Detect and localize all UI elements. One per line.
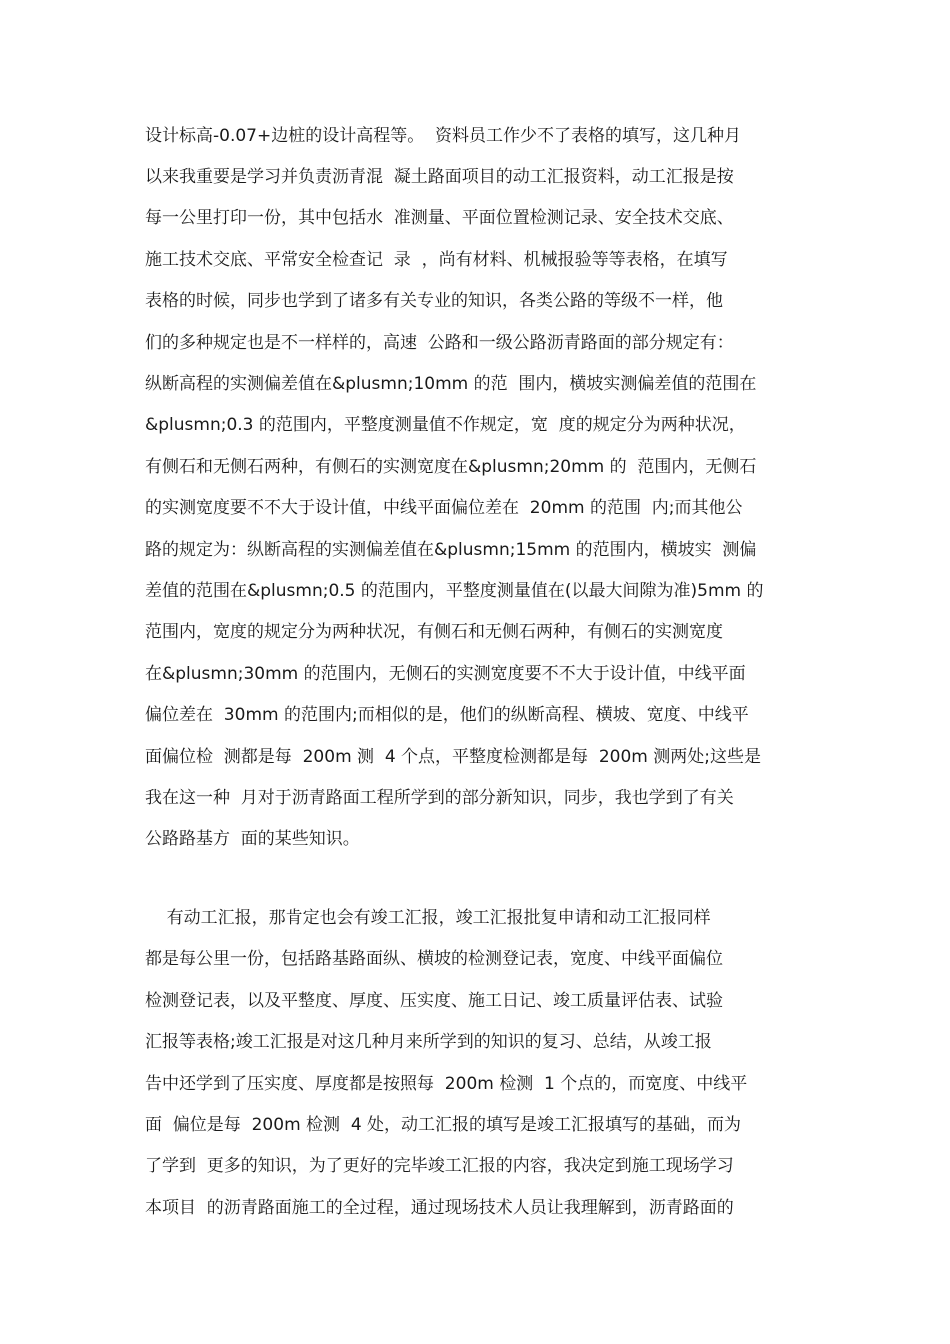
text-line: 本项目 的沥青路面施工的全过程，通过现场技术人员让我理解到，沥青路面的 (145, 1198, 734, 1218)
text-line: 有侧石和无侧石两种，有侧石的实测宽度在&plusmn;20mm 的 范围内，无侧石 (145, 457, 757, 477)
text-line: &plusmn;0.3 的范围内，平整度测量值不作规定，宽 度的规定分为两种状况， (145, 415, 746, 435)
text-line: 都是每公里一份，包括路基路面纵、横坡的检测登记表，宽度、中线平面偏位 (145, 949, 723, 969)
text-line: 设计标高-0.07+边桩的设计高程等。 资料员工作少不了表格的填写，这几种月 (145, 126, 742, 146)
text-line: 我在这一种 月对于沥青路面工程所学到的部分新知识，同步，我也学到了有关 (145, 788, 734, 808)
text-line: 了学到 更多的知识，为了更好的完毕竣工汇报的内容，我决定到施工现场学习 (145, 1156, 734, 1176)
text-line: 每一公里打印一份，其中包括水 准测量、平面位置检测记录、安全技术交底、 (145, 208, 734, 228)
text-line: 偏位差在 30mm 的范围内;而相似的是，他们的纵断高程、横坡、宽度、中线平 (145, 705, 749, 725)
text-line: 范围内，宽度的规定分为两种状况，有侧石和无侧石两种，有侧石的实测宽度 (145, 622, 723, 642)
text-line: 的实测宽度要不不大于设计值，中线平面偏位差在 20mm 的范围 内;而其他公 (145, 498, 743, 518)
text-line: 汇报等表格;竣工汇报是对这几种月来所学到的知识的复习、总结，从竣工报 (145, 1032, 712, 1052)
text-line: 们的多种规定也是不一样样的，高速 公路和一级公路沥青路面的部分规定有： (145, 333, 734, 353)
text-line: 表格的时候，同步也学到了诸多有关专业的知识，各类公路的等级不一样，他 (145, 291, 723, 311)
text-line: 公路路基方 面的某些知识。 (145, 829, 360, 849)
text-line: 差值的范围在&plusmn;0.5 的范围内，平整度测量值在(以最大间隙为准)5mm 的 (145, 581, 764, 601)
text-line: 有动工汇报，那肯定也会有竣工汇报，竣工汇报批复申请和动工汇报同样 (145, 908, 711, 928)
text-line: 面偏位检 测都是每 200m 测 4 个点，平整度检测都是每 200m 测两处;这些是 (145, 747, 761, 767)
text-line: 检测登记表，以及平整度、厚度、压实度、施工日记、竣工质量评估表、试验 (145, 991, 723, 1011)
text-line: 施工技术交底、平常安全检查记 录 ，尚有材料、机械报验等等表格，在填写 (145, 250, 728, 270)
text-line: 路的规定为：纵断高程的实测偏差值在&plusmn;15mm 的范围内，横坡实 测偏 (145, 540, 757, 560)
text-line: 面 偏位是每 200m 检测 4 处，动工汇报的填写是竣工汇报填写的基础，而为 (145, 1115, 742, 1135)
text-line: 告中还学到了压实度、厚度都是按照每 200m 检测 1 个点的，而宽度、中线平 (145, 1074, 748, 1094)
text-line: 纵断高程的实测偏差值在&plusmn;10mm 的范 围内，横坡实测偏差值的范围在 (145, 374, 757, 394)
text-line: 以来我重要是学习并负责沥青混 凝土路面项目的动工汇报资料，动工汇报是按 (145, 167, 734, 187)
text-line: 在&plusmn;30mm 的范围内，无侧石的实测宽度要不不大于设计值，中线平面 (145, 664, 746, 684)
